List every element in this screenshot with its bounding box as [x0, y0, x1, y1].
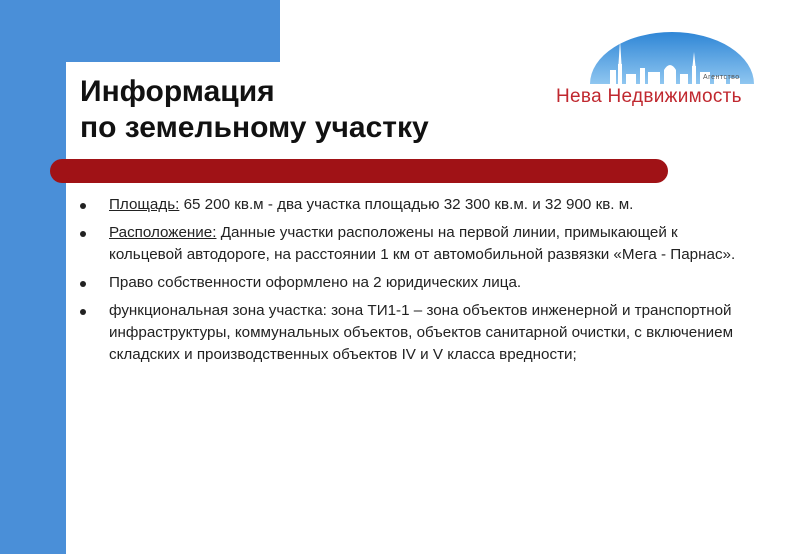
bullet-icon [80, 203, 86, 209]
item-label: Площадь: [109, 196, 180, 213]
bullet-icon [80, 309, 86, 315]
title-line-1: Информация [80, 75, 275, 108]
item-text: Данные участки расположены на первой линии, примыкающей к кольцевой автодороге, на расстоянии 1 км от автомобильной развязки «Мега - Парнас». [109, 224, 736, 263]
list-item-ownership [78, 272, 738, 294]
info-list [78, 194, 738, 372]
top-accent-block [0, 0, 280, 62]
logo-name: Нева Недвижимость [556, 86, 742, 107]
divider-bar [66, 159, 668, 183]
list-item-area [78, 194, 738, 216]
list-item-zone [78, 300, 738, 366]
bullet-icon [80, 281, 86, 287]
title-line-2: по земельному участку [80, 111, 429, 144]
item-text: Право собственности оформлено на 2 юридических лица. [109, 274, 522, 291]
bullet-icon [80, 231, 86, 237]
left-accent-strip [0, 0, 66, 554]
logo-agency-label: Агентство [703, 74, 740, 81]
item-text: функциональная зона участка: зона ТИ1-1 – зона объектов инженерной и транспортной инфраструктуры, коммунальных объектов, объектов санитарной очистки, с включением складских и производственных объектов IV и V класса вредности; [109, 302, 734, 363]
item-text: 65 200 кв.м - два участка площадью 32 300 кв.м. и 32 900 кв. м. [179, 196, 634, 213]
page-title [80, 74, 429, 146]
item-label: Расположение: [109, 224, 217, 241]
list-item-location [78, 222, 738, 266]
